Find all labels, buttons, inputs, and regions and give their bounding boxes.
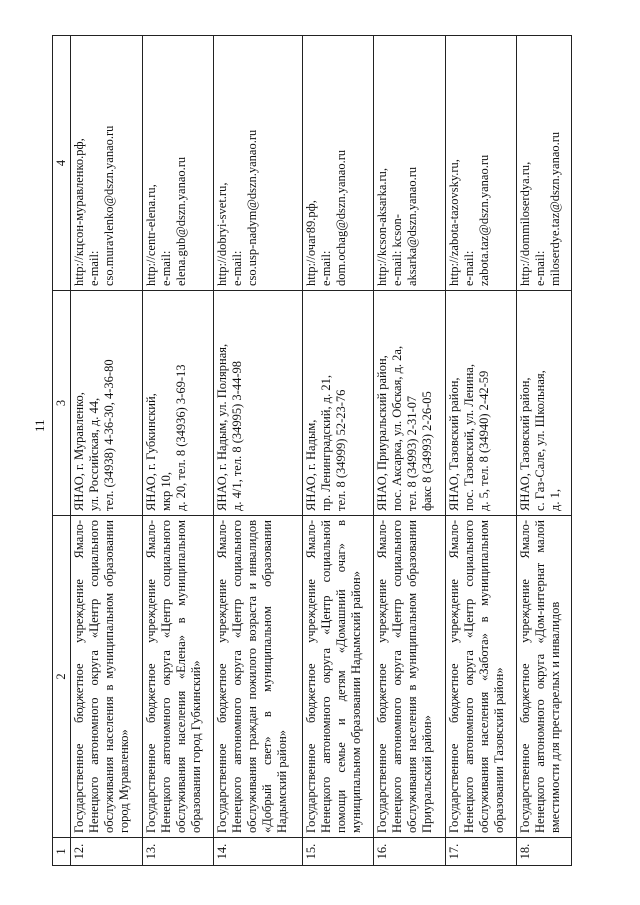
- table-row: [445, 36, 517, 866]
- address-line: тел. 8 (34993) 2-31-07: [405, 395, 420, 511]
- address-line: ЯНАО, г. Надым, ул. Полярная,: [215, 343, 230, 511]
- table-row: [517, 36, 572, 866]
- contact-line: e-mail:: [533, 250, 548, 286]
- institution-address: [374, 291, 446, 516]
- address-line: д. 4/1, тел. 8 (34995) 3-44-98: [230, 361, 245, 511]
- address-line: факс 8 (34993) 2-26-05: [420, 391, 435, 511]
- contact-line: miloserdye.taz@dszn.yanao.ru: [548, 131, 563, 286]
- address-line: пос. Аксарка, ул. Обская, д. 2а,: [390, 345, 405, 511]
- contact-line: http://dommiloserdya.ru,: [518, 161, 533, 286]
- institution-name: Государственное бюджетное учреждение Ямало-Ненецкого автономного округа «Центр социального обслуживания граждан пожилого возраста и инвалидов «Добрый свет» в муниципальном образовании Надымский район»: [214, 516, 303, 838]
- page-number: 11: [32, 419, 47, 432]
- contact-line: e-mail:: [318, 250, 333, 286]
- institution-name: Государственное бюджетное учреждение Ямало-Ненецкого автономного округа «Центр социального обслуживания населения «Елена» в муниципальном образовании город Губкинский»: [142, 516, 214, 838]
- contact-line: cso.usp-nadym@dszn.yanao.ru: [245, 129, 260, 286]
- table-row: [71, 36, 143, 866]
- contact-line: e-mail:: [87, 250, 101, 286]
- contact-line: http://kcson-aksarka.ru,: [375, 167, 390, 286]
- address-line: ул. Российская, д. 44,: [87, 397, 101, 511]
- address-line: мкр 10,: [158, 472, 173, 511]
- institution-contacts: [214, 36, 303, 291]
- contact-line: aksarka@dszn.yanao.ru: [405, 166, 420, 286]
- address-line: тел. (34938) 4-36-30, 4-36-80: [102, 359, 116, 511]
- header-col-4: 4: [53, 36, 71, 291]
- contact-line: http://zabota-tazovsky.ru,: [446, 159, 461, 286]
- header-col-3: 3: [53, 291, 71, 516]
- institution-address: [445, 291, 517, 516]
- contact-line: http://dobryi-svet.ru,: [215, 182, 230, 286]
- address-line: пр. Ленинградский, д. 21,: [318, 375, 333, 511]
- contact-line: e-mail:: [158, 250, 173, 286]
- table-body: [71, 36, 572, 866]
- address-line: ЯНАО, г. Муравленко,: [72, 392, 86, 511]
- row-number: 13.: [142, 838, 214, 866]
- address-line: ЯНАО, г. Надым,: [303, 419, 318, 511]
- row-number: 15.: [302, 838, 374, 866]
- contact-line: cso.muravlenko@dszn.yanao.ru: [102, 125, 116, 286]
- contact-line: zabota.taz@dszn.yanao.ru: [476, 154, 491, 286]
- row-number: 12.: [71, 838, 143, 866]
- row-number: 18.: [517, 838, 572, 866]
- institution-contacts: [302, 36, 374, 291]
- header-col-1: 1: [53, 838, 71, 866]
- address-line: ЯНАО, Приуральский район,: [375, 355, 390, 511]
- table-row: [374, 36, 446, 866]
- institution-name: Государственное бюджетное учреждение Ямало-Ненецкого автономного округа «Центр социального обслуживания населения в муниципальном образовании город Муравленко»: [71, 516, 143, 838]
- institution-contacts: [71, 36, 143, 291]
- row-number: 14.: [214, 838, 303, 866]
- institution-address: [302, 291, 374, 516]
- address-line: ЯНАО, г. Губкинский,: [143, 393, 158, 511]
- address-line: д. 5, тел. 8 (34940) 2-42-59: [476, 370, 491, 511]
- address-line: тел. 8 (34999) 52-23-76: [333, 389, 348, 511]
- institution-contacts: [142, 36, 214, 291]
- contact-line: dom.ochag@dszn.yanao.ru: [333, 149, 348, 286]
- table-row: [214, 36, 303, 866]
- address-line: ЯНАО, Тазовский район,: [446, 377, 461, 511]
- institution-address: [71, 291, 143, 516]
- institution-name: Государственное бюджетное учреждение Ямало-Ненецкого автономного округа «Центр социальной помощи семье и детям «Домашний очаг» в муниципальном образовании Надымский район»: [302, 516, 374, 838]
- address-line: ЯНАО, Тазовский район,: [518, 377, 533, 511]
- address-line: д. 1,: [548, 489, 563, 511]
- institution-name: Государственное бюджетное учреждение Ямало-Ненецкого автономного округа «Центр социального обслуживания населения в муниципальном образовании Приуральский район»: [374, 516, 446, 838]
- row-number: 16.: [374, 838, 446, 866]
- contact-line: http://кцсон-муравленко.рф,: [72, 138, 86, 286]
- rotated-table-container: [52, 36, 572, 866]
- contact-line: http://очаг89.рф,: [303, 200, 318, 286]
- institution-contacts: [517, 36, 572, 291]
- contact-line: e-mail: kcson-: [390, 214, 405, 286]
- institution-address: [517, 291, 572, 516]
- contact-line: http://centr-elena.ru,: [143, 184, 158, 286]
- table-row: [302, 36, 374, 866]
- contact-line: elena.gub@dszn.yanao.ru: [173, 156, 188, 286]
- institution-address: [214, 291, 303, 516]
- header-col-2: 2: [53, 516, 71, 838]
- table-row: [142, 36, 214, 866]
- institution-name: Государственное бюджетное учреждение Ямало-Ненецкого автономного округа «Дом-интернат малой вместимости для престарелых и инвалидов: [517, 516, 572, 838]
- row-number: 17.: [445, 838, 517, 866]
- institution-address: [142, 291, 214, 516]
- institution-name: Государственное бюджетное учреждение Ямало-Ненецкого автономного округа «Центр социального обслуживания населения «Забота» в муниципальном образовании Тазовский район»: [445, 516, 517, 838]
- address-line: д. 20, тел. 8 (34936) 3-69-13: [173, 364, 188, 511]
- institutions-table: [52, 35, 572, 866]
- institution-contacts: [445, 36, 517, 291]
- header-row: [53, 36, 71, 866]
- contact-line: e-mail:: [461, 250, 476, 286]
- contact-line: e-mail:: [230, 250, 245, 286]
- address-line: пос. Тазовский, ул. Ленина,: [461, 364, 476, 511]
- institution-contacts: [374, 36, 446, 291]
- address-line: с. Газ-Сале, ул. Школьная,: [533, 370, 548, 511]
